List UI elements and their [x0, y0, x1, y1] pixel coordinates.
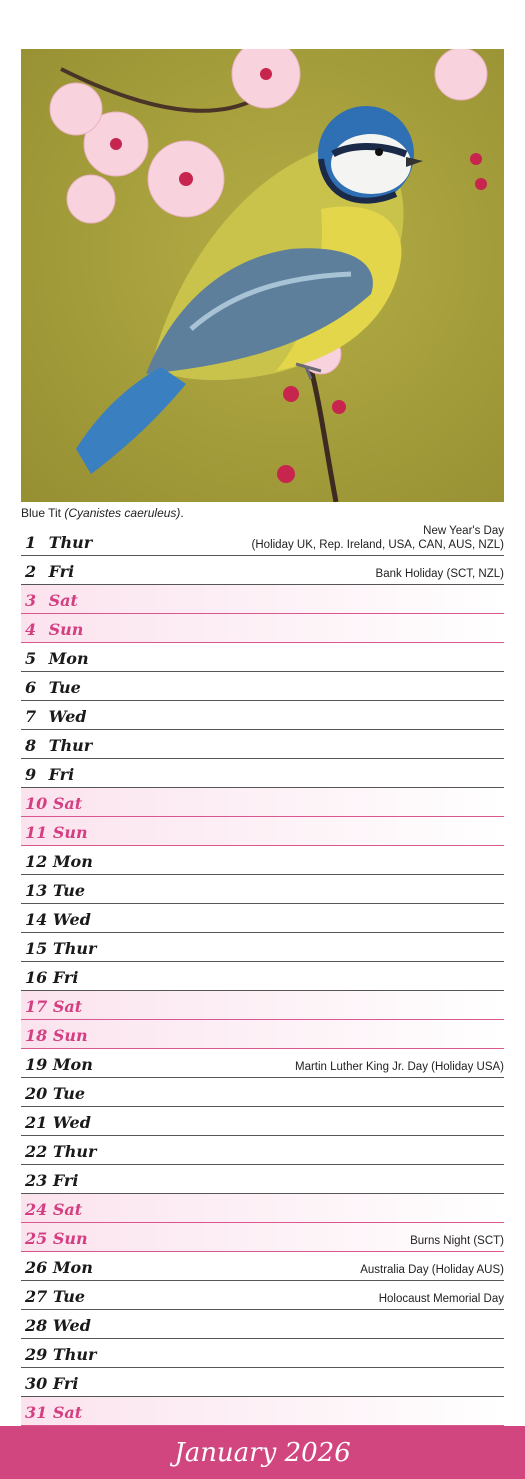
- day-label: [25, 852, 93, 871]
- day-number: 4: [25, 620, 37, 639]
- day-number: 22: [25, 1142, 48, 1161]
- photo-caption: [21, 506, 184, 520]
- day-label: [25, 997, 82, 1016]
- day-event: [410, 1234, 504, 1248]
- day-name: Sat: [52, 794, 83, 813]
- day-number: 14: [25, 910, 48, 929]
- day-number: 31: [25, 1403, 48, 1422]
- day-name: Tue: [52, 1084, 86, 1103]
- day-label: [25, 1200, 82, 1219]
- day-row: [21, 846, 504, 875]
- day-label: [25, 1258, 93, 1277]
- day-row: [21, 1223, 504, 1252]
- day-number: 25: [25, 1229, 48, 1248]
- day-number: 26: [25, 1258, 48, 1277]
- day-number: 23: [25, 1171, 48, 1190]
- day-label: [25, 1055, 93, 1074]
- day-label: [25, 678, 81, 697]
- event-line-1: Holocaust Memorial Day: [378, 1293, 504, 1305]
- day-row: [21, 1368, 504, 1397]
- day-name: Fri: [48, 765, 75, 784]
- day-label: [25, 562, 74, 581]
- day-label: [25, 881, 85, 900]
- day-number: 9: [25, 765, 37, 784]
- day-row: [21, 875, 504, 904]
- day-name: Mon: [48, 649, 89, 668]
- day-label: [25, 1084, 85, 1103]
- day-name: Mon: [52, 1055, 93, 1074]
- day-row: [21, 1252, 504, 1281]
- day-name: Sat: [52, 1403, 83, 1422]
- day-name: Thur: [48, 736, 93, 755]
- day-name: Fri: [48, 562, 75, 581]
- day-label: [25, 1316, 91, 1335]
- day-number: 29: [25, 1345, 48, 1364]
- day-label: [25, 707, 87, 726]
- day-row: [21, 962, 504, 991]
- day-number: 2: [25, 562, 37, 581]
- day-number: 8: [25, 736, 37, 755]
- day-row: [21, 1049, 504, 1078]
- day-row: [21, 788, 504, 817]
- day-number: 12: [25, 852, 48, 871]
- day-event: [379, 1292, 504, 1306]
- day-name: Thur: [48, 533, 93, 552]
- day-event: [376, 567, 504, 581]
- day-number: 15: [25, 939, 48, 958]
- day-name: Wed: [48, 707, 87, 726]
- day-number: 17: [25, 997, 48, 1016]
- day-label: [25, 939, 96, 958]
- day-number: 13: [25, 881, 48, 900]
- day-number: 27: [25, 1287, 48, 1306]
- blue-tit-photo: [21, 49, 504, 502]
- day-number: 5: [25, 649, 37, 668]
- day-label: [25, 1171, 78, 1190]
- day-name: Sun: [48, 620, 84, 639]
- day-label: [25, 1287, 85, 1306]
- day-row: [21, 527, 504, 556]
- day-name: Fri: [52, 1171, 79, 1190]
- event-line-1: Bank Holiday (SCT, NZL): [375, 568, 504, 580]
- event-line-2: (Holiday UK, Rep. Ireland, USA, CAN, AUS, NZL): [251, 539, 504, 551]
- day-name: Wed: [52, 1113, 91, 1132]
- event-line-1: New Year's Day: [423, 525, 504, 537]
- day-row: [21, 585, 504, 614]
- day-name: Sat: [52, 1200, 83, 1219]
- day-name: Tue: [52, 881, 86, 900]
- day-row: [21, 1339, 504, 1368]
- event-line-1: Australia Day (Holiday AUS): [360, 1264, 504, 1276]
- day-name: Wed: [52, 910, 91, 929]
- day-name: Tue: [48, 678, 81, 697]
- day-label: [25, 736, 92, 755]
- day-event: [360, 1263, 504, 1277]
- day-name: Sun: [52, 1229, 88, 1248]
- day-row: [21, 817, 504, 846]
- caption-latin-name: (Cyanistes caeruleus): [64, 506, 181, 520]
- day-row: [21, 614, 504, 643]
- day-name: Wed: [52, 1316, 91, 1335]
- day-row: [21, 1078, 504, 1107]
- day-event: [295, 1060, 504, 1074]
- event-line-1: Burns Night (SCT): [410, 1235, 504, 1247]
- day-label: [25, 1026, 88, 1045]
- day-name: Mon: [52, 1258, 93, 1277]
- day-label: [25, 591, 78, 610]
- day-number: 6: [25, 678, 37, 697]
- day-name: Sun: [52, 1026, 88, 1045]
- day-row: [21, 672, 504, 701]
- day-list: [21, 527, 504, 1426]
- day-name: Sat: [52, 997, 83, 1016]
- caption-end: .: [180, 506, 184, 520]
- day-row: [21, 730, 504, 759]
- day-row: [21, 1020, 504, 1049]
- day-row: [21, 759, 504, 788]
- event-line-1: Martin Luther King Jr. Day (Holiday USA): [295, 1061, 504, 1073]
- day-row: [21, 1397, 504, 1426]
- day-number: 20: [25, 1084, 48, 1103]
- day-name: Thur: [52, 1142, 97, 1161]
- day-label: [25, 533, 92, 552]
- day-name: Tue: [52, 1287, 86, 1306]
- day-label: [25, 794, 82, 813]
- day-row: [21, 1281, 504, 1310]
- day-number: 21: [25, 1113, 48, 1132]
- day-number: 10: [25, 794, 48, 813]
- day-label: [25, 649, 89, 668]
- day-number: 18: [25, 1026, 48, 1045]
- day-name: Fri: [52, 968, 79, 987]
- day-number: 24: [25, 1200, 48, 1219]
- day-name: Sun: [52, 823, 88, 842]
- caption-common-name: Blue Tit: [21, 506, 62, 520]
- day-row: [21, 1136, 504, 1165]
- day-label: [25, 1113, 91, 1132]
- day-label: [25, 620, 83, 639]
- day-number: 16: [25, 968, 48, 987]
- day-number: 1: [25, 533, 37, 552]
- day-name: Mon: [52, 852, 93, 871]
- day-event: [252, 524, 504, 552]
- day-label: [25, 1403, 82, 1422]
- day-row: [21, 991, 504, 1020]
- day-number: 28: [25, 1316, 48, 1335]
- day-label: [25, 968, 78, 987]
- day-number: 30: [25, 1374, 48, 1393]
- day-number: 3: [25, 591, 37, 610]
- day-row: [21, 1107, 504, 1136]
- month-title: January 2026: [0, 1426, 525, 1479]
- day-number: 7: [25, 707, 37, 726]
- day-row: [21, 933, 504, 962]
- day-label: [25, 823, 88, 842]
- day-row: [21, 701, 504, 730]
- day-label: [25, 1229, 88, 1248]
- day-row: [21, 904, 504, 933]
- day-row: [21, 1310, 504, 1339]
- day-row: [21, 556, 504, 585]
- day-name: Sat: [48, 591, 78, 610]
- day-row: [21, 1165, 504, 1194]
- day-name: Thur: [52, 939, 97, 958]
- bird-illustration: [21, 49, 504, 502]
- day-label: [25, 1345, 96, 1364]
- day-number: 19: [25, 1055, 48, 1074]
- day-label: [25, 765, 74, 784]
- day-label: [25, 1374, 78, 1393]
- day-label: [25, 910, 91, 929]
- day-name: Fri: [52, 1374, 79, 1393]
- day-number: 11: [25, 823, 48, 842]
- day-label: [25, 1142, 96, 1161]
- day-name: Thur: [52, 1345, 97, 1364]
- day-row: [21, 1194, 504, 1223]
- day-row: [21, 643, 504, 672]
